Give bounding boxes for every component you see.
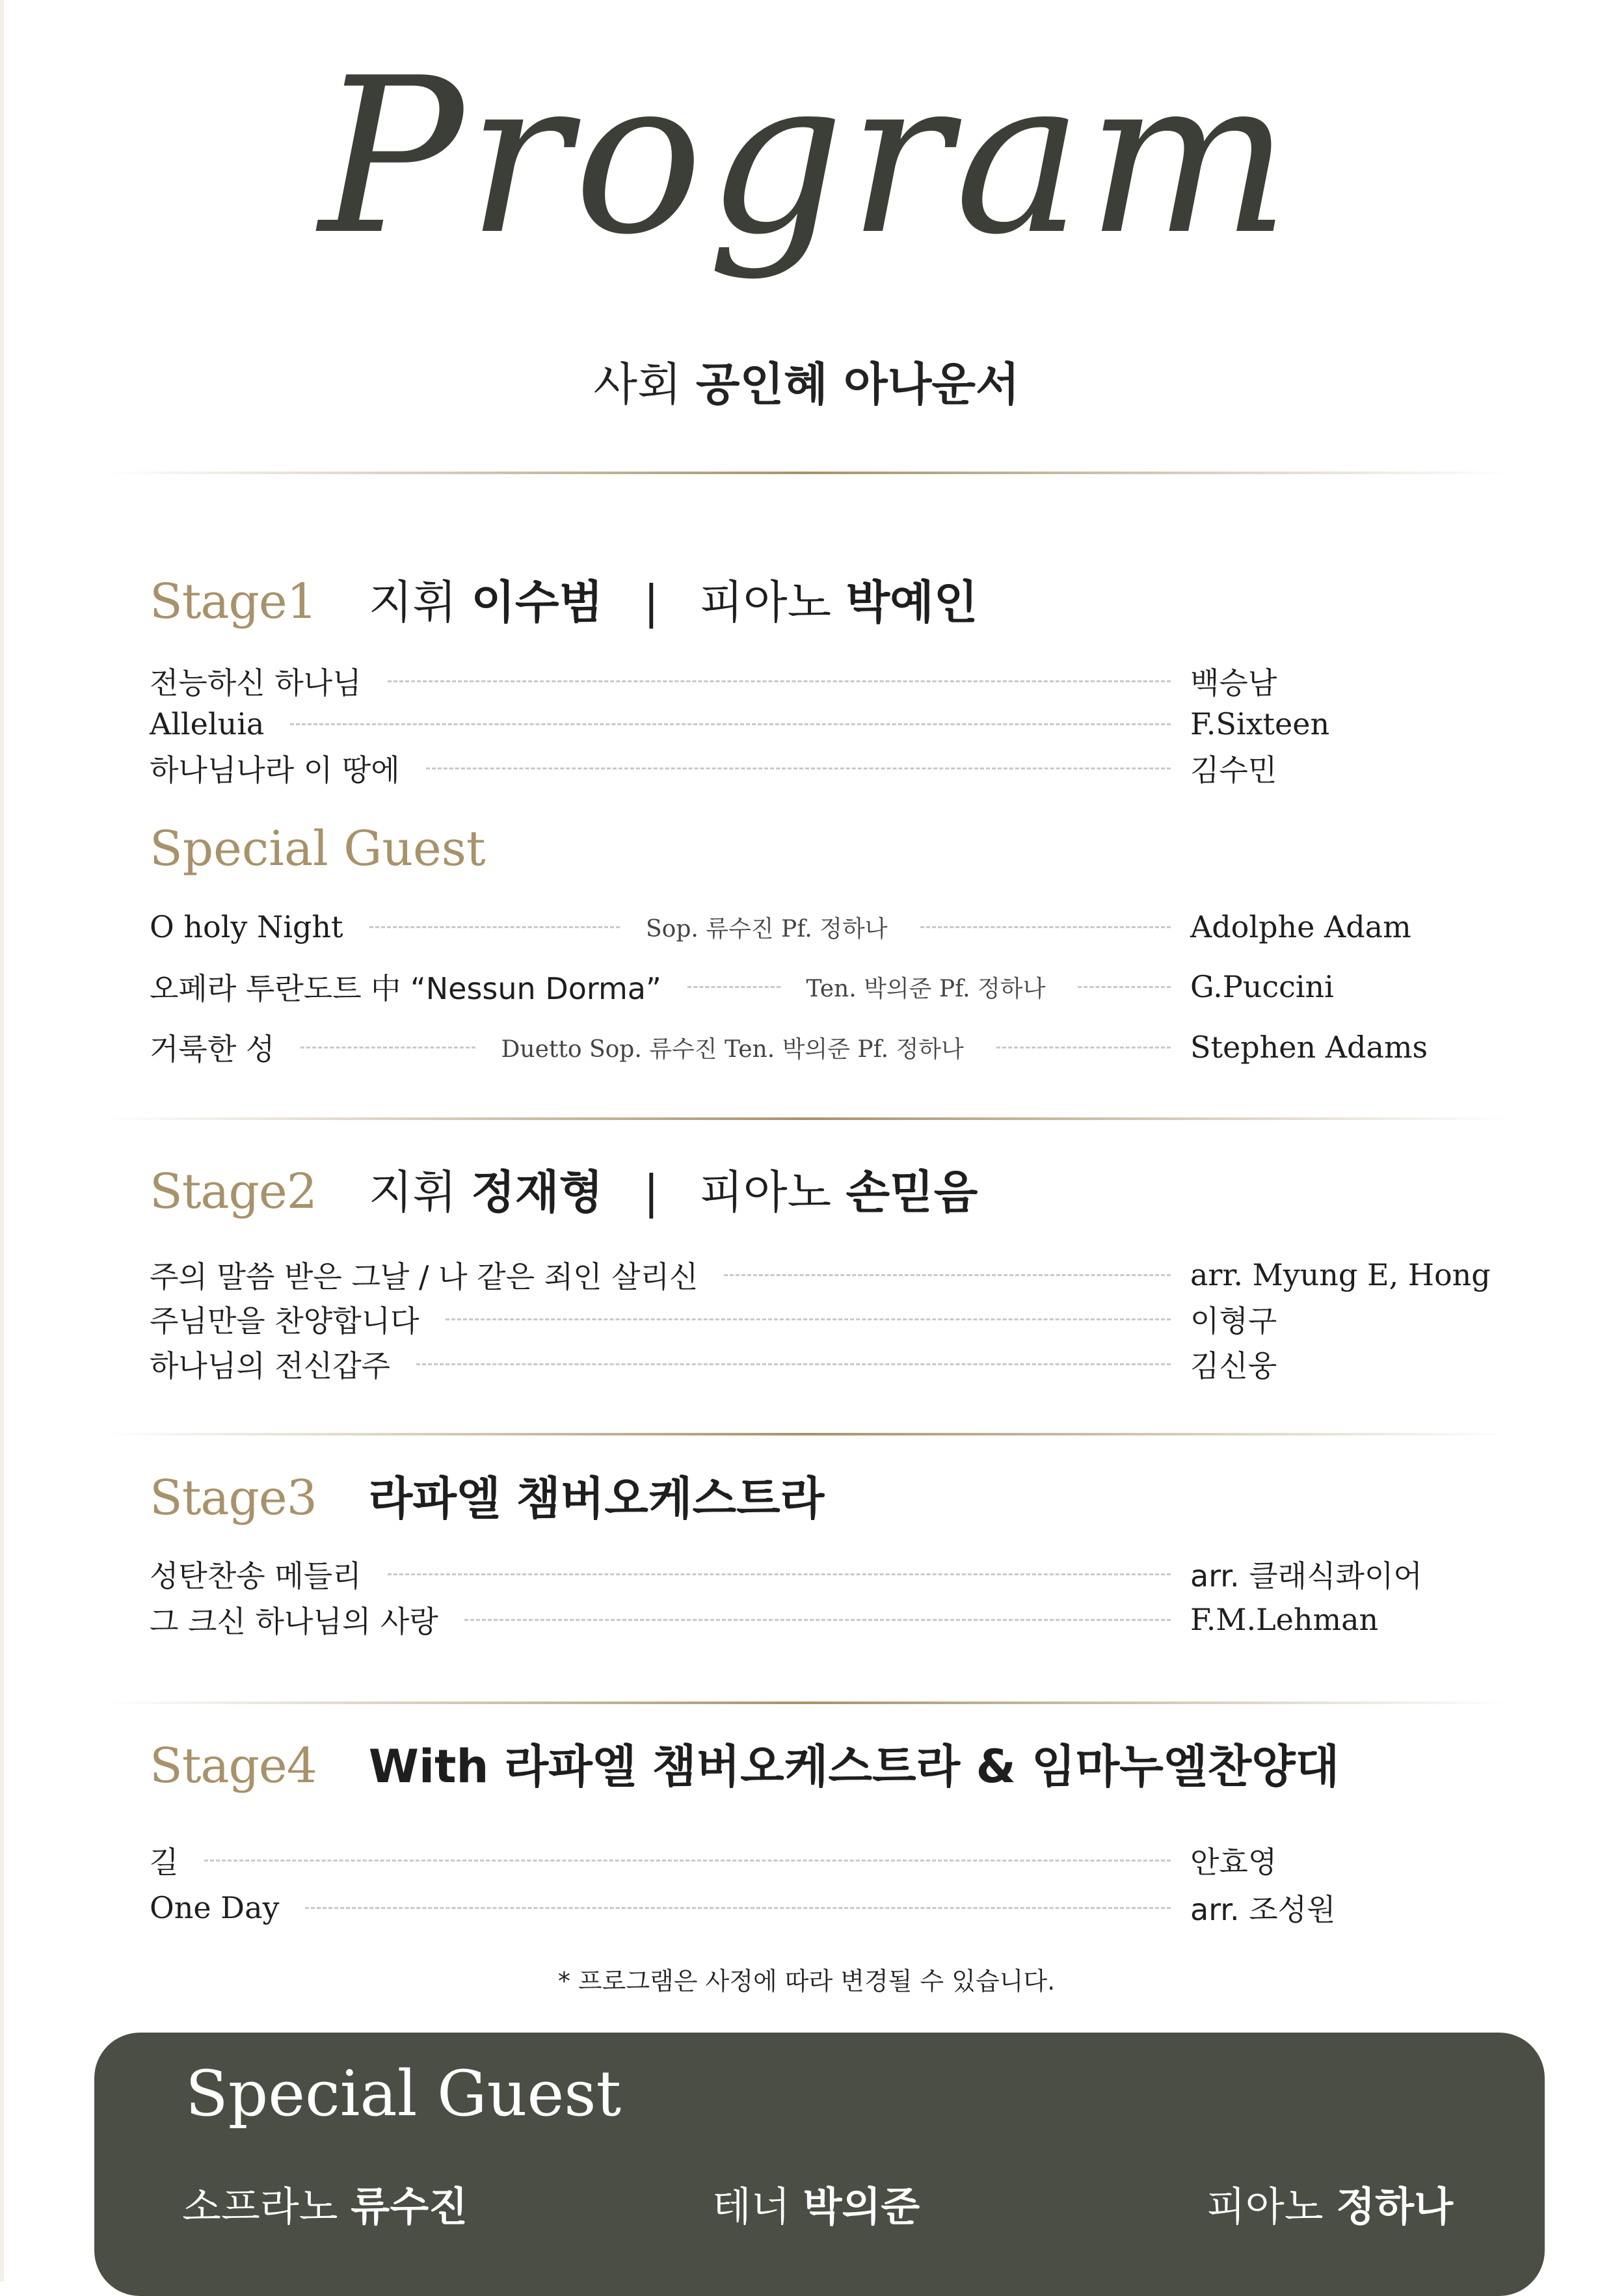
guest-soprano (182, 2174, 468, 2232)
stage4-header (150, 1730, 1339, 1802)
dotted-leader (369, 926, 620, 928)
divider (104, 472, 1509, 474)
mc-line (0, 348, 1613, 414)
divider (104, 1433, 1509, 1435)
stage2-desc (369, 1156, 978, 1221)
composer: G.Puccini (1190, 969, 1334, 1004)
dotted-leader (300, 1047, 475, 1048)
page-title: Program (319, 32, 1294, 282)
song-title: 주님만을 찬양합니다 (150, 1303, 420, 1339)
dotted-leader (920, 926, 1171, 928)
stage1-pianist: 박예인 (846, 576, 978, 629)
song-title: 하나님의 전신갑주 (150, 1348, 391, 1383)
program-row (150, 1252, 1491, 1298)
stage3-desc (369, 1462, 825, 1528)
song-title: 오페라 투란도트 中 “Nessun Dorma” (150, 971, 661, 1006)
composer: Adolphe Adam (1190, 909, 1411, 944)
dotted-leader (464, 1619, 1171, 1621)
stage1-header (150, 566, 978, 637)
stage4-desc (369, 1730, 1340, 1796)
stage1-piano-role: 피아노 (699, 576, 832, 629)
program-row (150, 1597, 1470, 1642)
dotted-leader (416, 1363, 1171, 1365)
dotted-leader (1078, 986, 1171, 988)
stage3-ensemble: 라파엘 챔버오케스트라 (368, 1472, 825, 1525)
stage2-piano-role: 피아노 (699, 1166, 832, 1219)
song-title: Alleluia (150, 706, 265, 741)
program-row (150, 1837, 1470, 1883)
program-row (150, 1296, 1470, 1342)
composer: 백승남 (1190, 665, 1277, 701)
change-notice: * 프로그램은 사정에 따라 변경될 수 있습니다. (557, 1967, 1056, 1996)
mc-role: 사회 (593, 358, 682, 411)
dotted-leader (996, 1047, 1171, 1048)
composer: 김수민 (1190, 753, 1277, 788)
dotted-leader (305, 1907, 1171, 1909)
stage3-header (150, 1462, 824, 1534)
separator: | (643, 576, 660, 629)
stage2-conductor: 정재형 (471, 1166, 604, 1219)
song-title: 거룩한 성 (150, 1032, 275, 1067)
guest-tenor (712, 2174, 920, 2232)
guest-name: 정하나 (1336, 2183, 1454, 2230)
separator: | (643, 1166, 660, 1219)
song-title: O holy Night (150, 909, 343, 944)
program-row (150, 1024, 1470, 1070)
guest-role: 피아노 (1206, 2183, 1324, 2230)
dotted-leader (388, 1573, 1171, 1575)
song-title: One Day (150, 1890, 280, 1925)
composer: arr. 조성원 (1190, 1892, 1336, 1927)
dotted-leader (724, 1274, 1171, 1276)
stage1-conductor-role: 지휘 (368, 576, 457, 629)
program-row (150, 964, 1470, 1009)
mc-name: 공인혜 아나운서 (695, 358, 1020, 411)
stage3-label: Stage3 (150, 1470, 317, 1526)
stage2-label: Stage2 (150, 1164, 317, 1220)
guest-name: 류수진 (351, 2183, 468, 2230)
composer: 이형구 (1190, 1303, 1277, 1339)
stage2-header (150, 1156, 978, 1227)
dotted-leader (290, 723, 1171, 725)
stage4-ensemble: With 라파엘 챔버오케스트라 & 임마누엘찬양대 (368, 1740, 1340, 1793)
dotted-leader (426, 768, 1171, 769)
stage2-pianist: 손믿음 (846, 1166, 978, 1219)
stage1-desc (369, 566, 978, 632)
composer: 김신웅 (1190, 1348, 1277, 1383)
program-row (150, 658, 1470, 704)
dotted-leader (446, 1318, 1171, 1320)
guest-piano (1206, 2174, 1453, 2232)
song-title: 전능하신 하나님 (150, 665, 362, 701)
divider (104, 1117, 1509, 1120)
song-title: 하나님나라 이 땅에 (150, 753, 400, 788)
divider (104, 1702, 1509, 1704)
program-row (150, 904, 1470, 950)
guest-name: 박의준 (803, 2183, 920, 2230)
dotted-leader (687, 986, 780, 988)
composer: 안효영 (1190, 1845, 1277, 1880)
song-title: 그 크신 하나님의 사랑 (150, 1604, 438, 1639)
special-guest-box-title: Special Guest (185, 2057, 622, 2130)
program-row (150, 1341, 1470, 1387)
performers: Duetto Sop. 류수진 Ten. 박의준 Pf. 정하나 (501, 1035, 964, 1063)
guest-role: 소프라노 (182, 2183, 338, 2230)
song-title: 성탄찬송 메들리 (150, 1558, 362, 1594)
composer: F.M.Lehman (1190, 1602, 1379, 1637)
program-row (150, 1551, 1470, 1597)
program-row (150, 745, 1470, 791)
song-title: 길 (150, 1845, 179, 1880)
composer: F.Sixteen (1190, 706, 1330, 741)
performers: Sop. 류수진 Pf. 정하나 (645, 915, 888, 942)
composer: Stephen Adams (1190, 1030, 1428, 1065)
song-title: 주의 말씀 받은 그날 / 나 같은 죄인 살리신 (150, 1259, 699, 1294)
program-row (150, 1885, 1470, 1930)
composer: arr. 클래식콰이어 (1190, 1558, 1422, 1594)
dotted-leader (204, 1860, 1171, 1862)
guest-role: 테너 (712, 2183, 790, 2230)
stage1-label: Stage1 (150, 574, 317, 630)
special-guest-box (94, 2033, 1545, 2296)
stage4-label: Stage4 (150, 1738, 317, 1794)
composer: arr. Myung E, Hong (1190, 1257, 1491, 1292)
stage1-conductor: 이수범 (471, 576, 604, 629)
dotted-leader (388, 680, 1171, 682)
performers: Ten. 박의준 Pf. 정하나 (806, 975, 1046, 1002)
program-row (150, 701, 1470, 747)
stage2-conductor-role: 지휘 (368, 1166, 457, 1219)
special-guest-heading: Special Guest (150, 821, 486, 877)
side-border (0, 0, 4, 2282)
